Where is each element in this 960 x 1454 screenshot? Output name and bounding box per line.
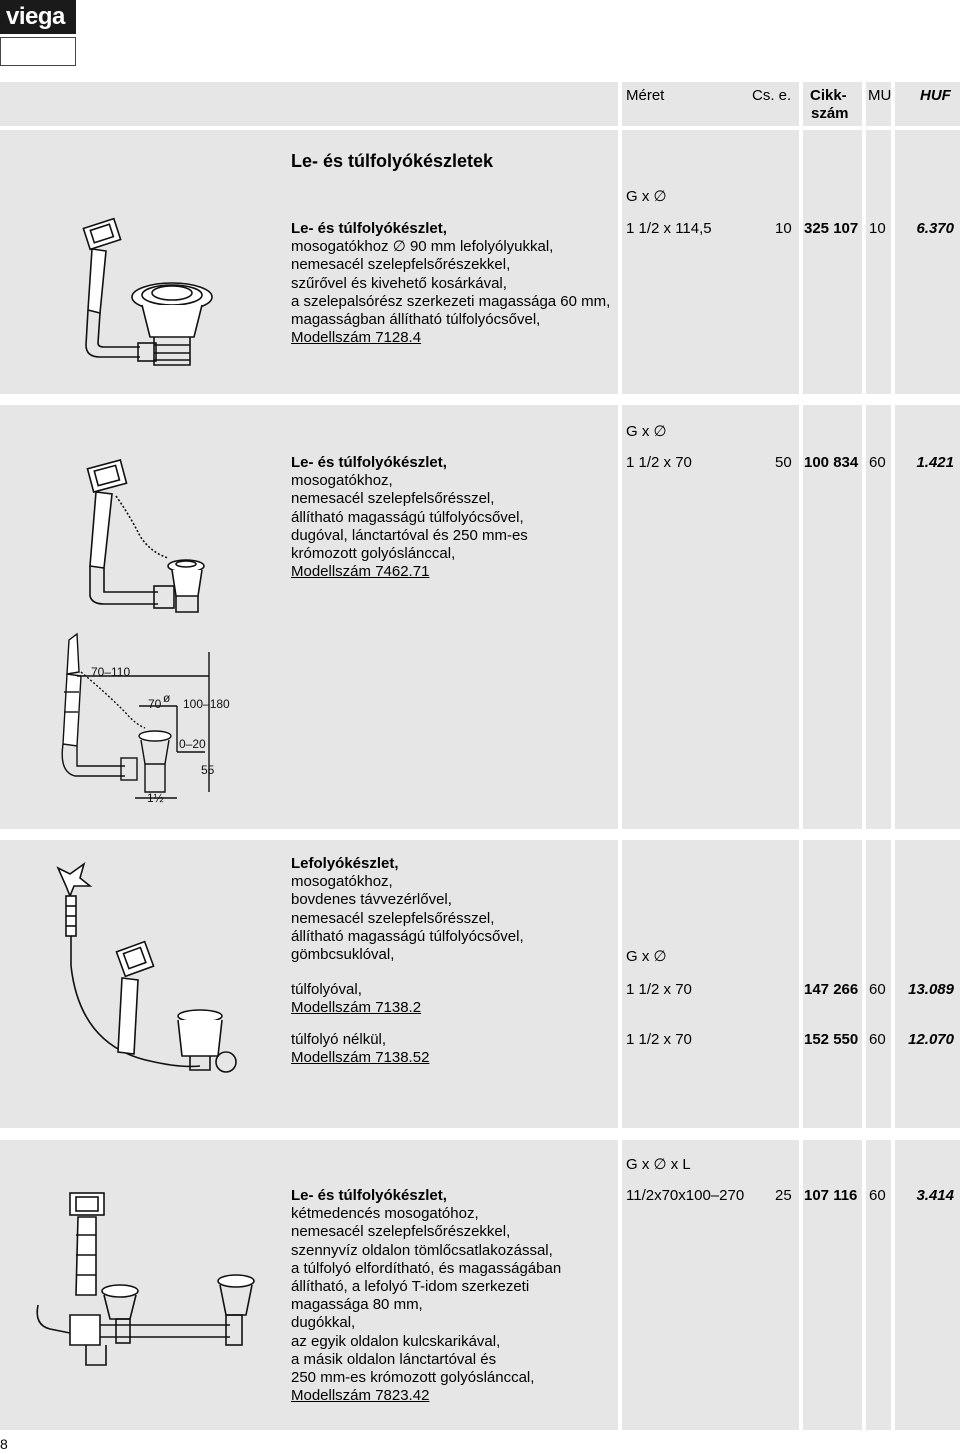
product-1-line: szűrővel és kivehető kosárkával, <box>291 274 507 292</box>
header-cs-e: Cs. e. <box>752 87 792 104</box>
product-1-size: 1 1/2 x 114,5 <box>626 220 712 237</box>
product-1-line: magasságban állítható túlfolyócsővel, <box>291 311 541 329</box>
product-4-line: magassága 80 mm, <box>291 1296 423 1314</box>
dimension-drawing <box>55 632 245 810</box>
product-3-illustration <box>50 856 240 1086</box>
gutter-cikk-mu <box>862 82 866 1430</box>
dim-label: 1½ <box>147 791 164 805</box>
gutter-desc-size <box>618 82 622 1430</box>
product-4-mu: 60 <box>869 1187 886 1204</box>
product-2-mu: 60 <box>869 454 886 471</box>
product-1-title: Le- és túlfolyókészlet, <box>291 220 447 237</box>
gutter-left <box>280 130 281 1430</box>
product-4-illustration <box>30 1185 270 1380</box>
product-4-line: szennyvíz oldalon tömlőcsatlakozással, <box>291 1241 553 1259</box>
variant-label: túlfolyóval, <box>291 981 362 998</box>
product-2-article: 100 834 <box>804 454 859 471</box>
dim-label: 70–110 <box>91 665 131 679</box>
product-4-line: állítható, a lefolyó T-idom szerkezeti <box>291 1278 530 1296</box>
product-3-variant-1-mu: 60 <box>869 981 886 998</box>
product-1-line: nemesacél szelepfelsőrészekkel, <box>291 256 511 274</box>
product-3-variant-2 <box>291 1031 429 1067</box>
dim-label: 55 <box>201 763 215 777</box>
dim-label: 70 <box>148 697 162 711</box>
product-1-article: 325 107 <box>804 220 859 237</box>
product-3-variant-2-article: 152 550 <box>804 1031 859 1048</box>
product-4-line: dugókkal, <box>291 1314 356 1332</box>
product-4-model[interactable]: Modellszám 7823.42 <box>291 1387 430 1405</box>
product-1-line: a szelepalsórész szerkezeti magassága 60 mm, <box>291 292 611 310</box>
variant-label: túlfolyó nélkül, <box>291 1031 387 1048</box>
product-4-cs-e: 25 <box>775 1187 792 1204</box>
product-3-variant-1-price: 13.089 <box>908 981 954 998</box>
product-3-variant-1 <box>291 981 421 1017</box>
product-4-size-header: G x ∅ x L <box>626 1156 691 1173</box>
product-1-model[interactable]: Modellszám 7128.4 <box>291 329 422 347</box>
product-4-description <box>291 1187 561 1405</box>
product-4-line: kétmedencés mosogatóhoz, <box>291 1205 479 1223</box>
product-2-size-header: G x ∅ <box>626 423 667 440</box>
product-4-title: Le- és túlfolyókészlet, <box>291 1187 447 1204</box>
product-3-variant-2-mu: 60 <box>869 1031 886 1048</box>
page-number: 8 <box>0 1436 8 1452</box>
product-3-description <box>291 855 524 964</box>
product-1-line: mosogatókhoz ∅ 90 mm lefolyólyukkal, <box>291 238 554 256</box>
product-1-price: 6.370 <box>916 220 954 237</box>
variant-model[interactable]: Modellszám 7138.2 <box>291 999 422 1017</box>
product-4-line: 250 mm-es krómozott golyóslánccal, <box>291 1369 535 1387</box>
product-1-description <box>291 220 610 347</box>
product-3-line: gömbcsuklóval, <box>291 946 395 964</box>
variant-model[interactable]: Modellszám 7138.52 <box>291 1049 430 1067</box>
product-2-title: Le- és túlfolyókészlet, <box>291 454 447 471</box>
header-huf: HUF <box>920 87 951 104</box>
product-2-line: nemesacél szelepfelsőrésszel, <box>291 490 495 508</box>
dim-label: 100–180 <box>183 697 230 711</box>
product-2-model[interactable]: Modellszám 7462.71 <box>291 563 430 581</box>
product-3-title: Lefolyókészlet, <box>291 855 399 872</box>
section-title: Le- és túlfolyókészletek <box>291 151 494 171</box>
product-4-line: az egyik oldalon kulcskarikával, <box>291 1332 501 1350</box>
product-4-line: a másik oldalon lánctartóval és <box>291 1350 497 1368</box>
product-4-line: a túlfolyó elfordítható, és magasságában <box>291 1259 562 1277</box>
product-4-price: 3.414 <box>916 1187 954 1204</box>
dim-label: ø <box>163 691 171 705</box>
product-2-description <box>291 454 528 581</box>
product-3-variant-2-size: 1 1/2 x 70 <box>626 1031 692 1048</box>
product-2-size: 1 1/2 x 70 <box>626 454 692 471</box>
logo-underline-box <box>0 37 76 66</box>
header-cikkszam-2: szám <box>811 105 849 122</box>
header-cikkszam-1: Cikk- <box>810 87 847 104</box>
header-mu: MU <box>868 87 892 104</box>
product-2-line: dugóval, lánctartóval és 250 mm-es <box>291 526 528 544</box>
product-4-line: nemesacél szelepfelsőrészekkel, <box>291 1223 511 1241</box>
product-3-line: mosogatókhoz, <box>291 873 393 891</box>
product-4-size: 11/2x70x100–270 <box>626 1187 745 1204</box>
logo-text: viega <box>6 3 65 30</box>
product-1-mu: 10 <box>869 220 886 237</box>
product-3-line: nemesacél szelepfelsőrésszel, <box>291 909 495 927</box>
product-2-price: 1.421 <box>916 454 954 471</box>
product-3-line: állítható magasságú túlfolyócsővel, <box>291 927 524 945</box>
header-meret: Méret <box>626 87 665 104</box>
viega-logo <box>0 0 76 34</box>
gutter-mu-huf <box>891 82 895 1430</box>
product-1-illustration <box>70 215 230 375</box>
dim-label: 0–20 <box>179 737 206 751</box>
product-1-cs-e: 10 <box>775 220 792 237</box>
product-2-line: krómozott golyóslánccal, <box>291 545 456 563</box>
product-2-line: mosogatókhoz, <box>291 472 393 490</box>
product-3-variant-2-price: 12.070 <box>908 1031 954 1048</box>
product-3-line: bovdenes távvezérlővel, <box>291 891 452 909</box>
product-3-variant-1-size: 1 1/2 x 70 <box>626 981 692 998</box>
product-3-size-header: G x ∅ <box>626 948 667 965</box>
product-2-illustration <box>80 456 220 616</box>
product-1-size-header: G x ∅ <box>626 188 667 205</box>
product-2-line: állítható magasságú túlfolyócsővel, <box>291 508 524 526</box>
gutter-cse-cikk <box>799 82 803 1430</box>
product-2-cs-e: 50 <box>775 454 792 471</box>
product-3-variant-1-article: 147 266 <box>804 981 859 998</box>
product-4-article: 107 116 <box>804 1187 858 1204</box>
